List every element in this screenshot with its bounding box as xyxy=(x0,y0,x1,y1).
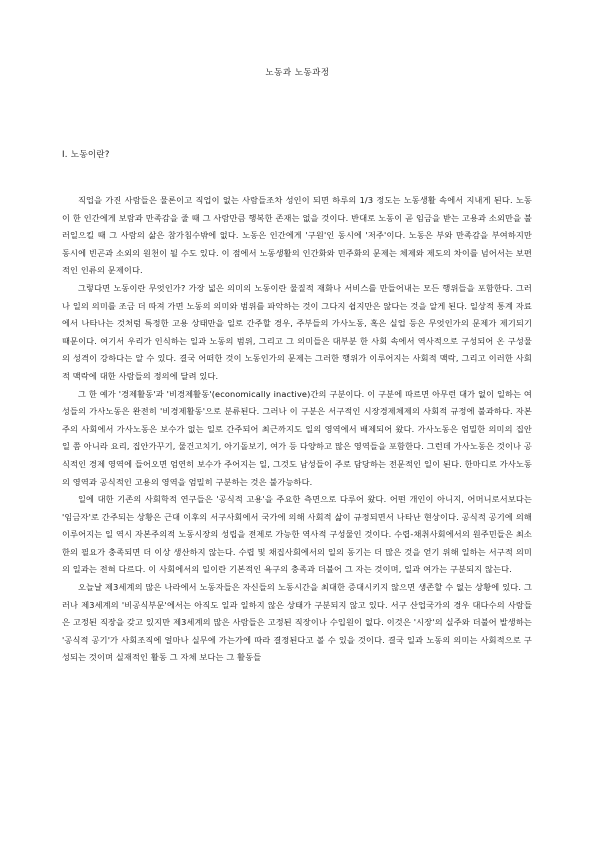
paragraph-5: 오늘날 제3세계의 많은 나라에서 노동자들은 자신들의 노동시간을 최대한 증대시키지 않으면 생존할 수 없는 상황에 있다. 그러나 제3세계의 '비공식부문'에서는 아직도 일과 일하지 않은 상태가 구분되지 않고 있다. 서구 산업국가의 경우 대다수의 사람들은 고정된 직장을 갖고 있지만 제3세계의 많은 사람들은 고정된 직장이나 수입원이 없다. 이것은 '시장'의 실주와 더불어 발생하는 '공식적 공기'가 사회조직에 얼마나 실무에 가는가에 따라 결정된다고 볼 수 있을 것이다. 결국 일과 노동의 의미는 사회적으로 구성되는 것이며 실재적인 활동 그 자체 보다는 그 활동들 xyxy=(62,582,532,663)
document-title: 노동과 노동과정 xyxy=(265,68,330,78)
paragraph-1: 직업을 가진 사람들은 물론이고 직업이 없는 사람들조차 성인이 되면 하루의 1/3 정도는 노동생활 속에서 지내게 된다. 노동이 한 인간에게 보람과 만족감을 줄 때 그 사람만큼 행복한 존재는 없을 것이다. 반대로 노동이 곧 임금을 받는 고용과 소외만을 불러일으킬 때 그 사람의 삶은 참가침수밖에 없다. 노동은 인간에게 '구원'인 동시에 '저주'이다. 노동은 부와 만족감을 부여하지만 동시에 빈곤과 소외의 원천이 될 수도 있다. 이 점에서 노동생활의 인간화와 민주화의 문제는 체제와 제도의 차이를 넘어서는 보편적인 인류의 문제이다. xyxy=(62,195,532,276)
paragraph-4: 일에 대한 기존의 사회학적 연구들은 '공식적 고용'을 주요한 측면으로 다루어 왔다. 어떤 개인이 아니지, 어머니로서보다는 '임금자'로 간주되는 상황은 근대 이후의 서구사회에서 국가에 의해 사회적 삶이 규정되면서 나타난 현상이다. 공식적 공기에 의해 이루어지는 일 역시 자본주의적 노동시장의 성립을 전제로 가능한 역사적 구성물인 것이다. 수렵-채취사회에서의 원주민들은 최소한의 필요가 충족되면 더 이상 생산하지 않는다. 수렵 및 채집사회에서의 일의 동기는 더 많은 것을 얻기 위해 일하는 서구적 의미의 일과는 전혀 다르다. 이 사회에서의 일이란 기본적인 욕구의 충족과 더불어 그 자는 것이며, 일과 여가는 구분되지 않는다. xyxy=(62,494,532,575)
paragraph-3: 그 한 예가 '경제활동'과 '비경제활동'(economically inactive)간의 구분이다. 이 구분에 따르면 아무런 대가 없이 일하는 여성들의 가사노동은 완전히 '비경제활동'으로 분류된다. 그러나 이 구분은 서구적인 시장경제체제의 사회적 규정에 불과하다. 자본주의 사회에서 가사노동은 보수가 없는 일로 간주되어 최근까지도 일의 영역에서 배제되어 왔다. 가사노동은 엄밀한 의미의 집안일 쯤 아니라 요리, 집안가꾸기, 물건고치기, 아기돌보기, 여가 등 다양하고 많은 영역들을 포함한다. 그런데 가사노동은 것이나 공식적인 경제 영역에 들어오면 엄연히 보수가 주어지는 일, 그것도 남성들이 주로 담당하는 전문적인 일이 된다. 한마디로 가사노동의 영역과 공식적인 고용의 영역을 엄밀히 구분하는 것은 불가능하다. xyxy=(62,388,532,487)
document-body xyxy=(62,192,532,667)
section-heading: I. 노동이란? xyxy=(62,150,110,160)
paragraph-2: 그렇다면 노동이란 무엇인가? 가장 넓은 의미의 노동이란 물질적 재화나 서비스를 만들어내는 모든 행위들을 포함한다. 그러나 일의 의미를 조금 더 따져 가면 노동의 의미와 범위를 파악하는 것이 그다지 쉽지만은 않다는 것을 알게 된다. 일상적 통계 자료에서 나타나는 것처럼 특정한 고용 상태만을 일로 간주할 경우, 주부들의 가사노동, 혹은 실업 등은 무엇인가의 문제가 제기되기 때문이다. 여기서 우리가 인식하는 일과 노동의 범위, 그리고 그 의미들은 대부분 한 사회 속에서 역사적으로 구성되어 온 구성물의 성격이 강하다는 알 수 있다. 결국 어떠한 것이 노동인가의 문제는 그러한 행위가 이루어지는 사회적 맥락, 그리고 이러한 사회적 맥락에 대한 사람들의 정의에 달려 있다. xyxy=(62,282,532,381)
